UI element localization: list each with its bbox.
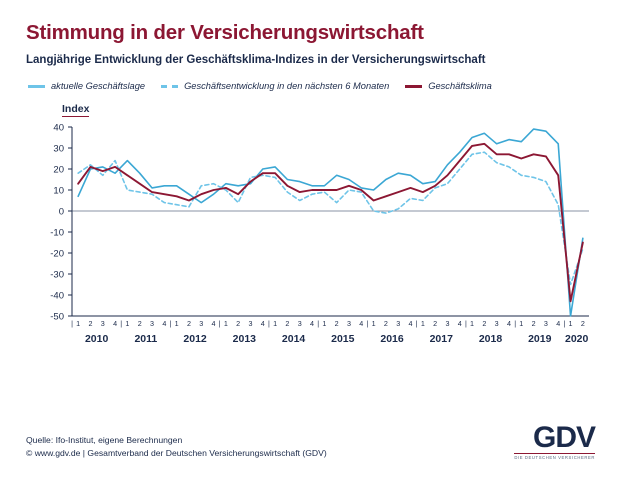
svg-text:2: 2 [580, 319, 585, 329]
svg-text:4: 4 [359, 319, 364, 329]
svg-text:3: 3 [346, 319, 351, 329]
svg-text:|: | [71, 319, 73, 329]
gdv-logo [514, 420, 595, 461]
svg-text:1: 1 [420, 319, 425, 329]
svg-text:2: 2 [482, 319, 487, 329]
source-line-1: Quelle: Ifo-Institut, eigene Berechnungen [26, 435, 183, 446]
legend-swatch-icon [161, 85, 178, 88]
svg-text:1: 1 [174, 319, 179, 329]
svg-text:|: | [218, 319, 221, 329]
svg-text:|: | [268, 319, 270, 329]
svg-text:3: 3 [150, 319, 155, 329]
svg-text:1: 1 [76, 319, 81, 329]
svg-text:3: 3 [445, 319, 450, 329]
svg-text:4: 4 [408, 319, 413, 329]
svg-text:1: 1 [568, 319, 573, 329]
svg-text:2013: 2013 [232, 333, 257, 346]
svg-text:40: 40 [53, 122, 64, 134]
svg-text:20: 20 [53, 164, 64, 176]
svg-text:2018: 2018 [478, 333, 503, 346]
svg-text:|: | [514, 319, 517, 329]
svg-text:|: | [366, 319, 369, 329]
legend-item [405, 81, 492, 91]
svg-text:|: | [563, 319, 566, 329]
svg-text:-10: -10 [50, 227, 64, 239]
svg-text:4: 4 [457, 319, 462, 329]
logo-text: GDV [532, 420, 595, 454]
svg-text:2015: 2015 [331, 333, 355, 346]
svg-text:4: 4 [162, 319, 167, 329]
svg-text:-20: -20 [50, 248, 64, 260]
svg-text:2: 2 [285, 319, 290, 329]
svg-text:4: 4 [260, 319, 265, 329]
svg-text:2019: 2019 [528, 333, 552, 346]
svg-text:3: 3 [297, 319, 302, 329]
svg-text:3: 3 [396, 319, 401, 329]
svg-text:2: 2 [531, 319, 536, 329]
y-axis-title: Index [62, 103, 90, 116]
svg-text:1: 1 [519, 319, 524, 329]
source-line-2: © www.gdv.de | Gesamtverband der Deutschen Versicherungswirtschaft (GDV) [26, 448, 327, 459]
svg-text:4: 4 [113, 319, 118, 329]
svg-text:2: 2 [334, 319, 339, 329]
svg-text:2: 2 [186, 319, 191, 329]
svg-text:2010: 2010 [84, 333, 109, 346]
svg-text:2017: 2017 [429, 333, 453, 346]
chart-area [26, 119, 595, 374]
svg-text:|: | [169, 319, 172, 329]
svg-text:-30: -30 [50, 269, 64, 281]
svg-text:1: 1 [322, 319, 327, 329]
svg-text:4: 4 [506, 319, 511, 329]
svg-text:-50: -50 [50, 311, 64, 323]
legend-swatch-icon [28, 85, 45, 88]
svg-text:4: 4 [310, 319, 315, 329]
svg-text:2: 2 [383, 319, 388, 329]
svg-text:1: 1 [125, 319, 130, 329]
legend-label: aktuelle Geschäftslage [51, 81, 146, 92]
svg-text:3: 3 [543, 319, 548, 329]
line-chart [26, 119, 595, 374]
svg-text:2: 2 [88, 319, 93, 329]
svg-text:2016: 2016 [380, 333, 404, 346]
page-subtitle: Langjährige Entwicklung der Geschäftsklima-Indizes in der Versicherungswirtschaft [26, 53, 486, 66]
svg-text:|: | [464, 319, 467, 329]
svg-text:30: 30 [53, 143, 64, 155]
svg-text:-40: -40 [50, 290, 64, 302]
chart-legend [28, 81, 595, 91]
svg-text:4: 4 [556, 319, 561, 329]
svg-text:|: | [120, 319, 123, 329]
legend-item [28, 81, 145, 91]
svg-text:0: 0 [58, 206, 64, 218]
svg-text:|: | [317, 319, 320, 329]
svg-text:10: 10 [53, 185, 64, 197]
svg-text:2: 2 [236, 319, 241, 329]
svg-text:2: 2 [433, 319, 438, 329]
svg-text:3: 3 [199, 319, 204, 329]
legend-label: Geschäftsklima [428, 81, 492, 92]
svg-text:3: 3 [248, 319, 253, 329]
legend-label: Geschäftsentwicklung in den nächsten 6 Monaten [184, 81, 390, 92]
svg-text:2012: 2012 [183, 333, 207, 346]
svg-text:3: 3 [100, 319, 105, 329]
svg-text:1: 1 [223, 319, 228, 329]
logo-subtext: DIE DEUTSCHEN VERSICHERER [514, 455, 595, 460]
svg-text:4: 4 [211, 319, 216, 329]
svg-text:2011: 2011 [134, 333, 158, 346]
source-note [26, 434, 327, 460]
svg-text:1: 1 [371, 319, 376, 329]
svg-text:2: 2 [137, 319, 142, 329]
page-title: Stimmung in der Versicherungswirtschaft [26, 21, 424, 44]
svg-text:|: | [415, 319, 418, 329]
svg-text:1: 1 [470, 319, 475, 329]
svg-text:2020: 2020 [565, 333, 589, 346]
legend-item [161, 81, 389, 91]
svg-text:3: 3 [494, 319, 499, 329]
svg-text:1: 1 [273, 319, 278, 329]
svg-text:2014: 2014 [281, 333, 306, 346]
legend-swatch-icon [405, 85, 422, 88]
